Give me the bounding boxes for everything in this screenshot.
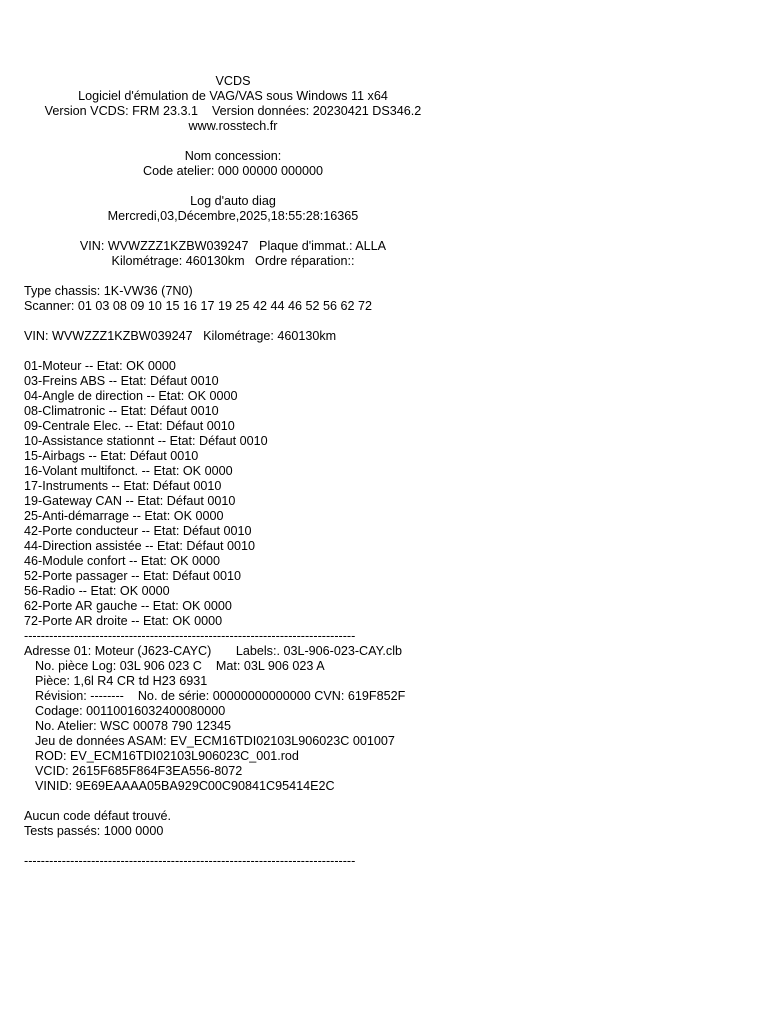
module-status: 72-Porte AR droite -- Etat: OK 0000 [24,614,223,628]
module-status: 44-Direction assistée -- Etat: Défaut 0010 [24,539,255,553]
chassis-type: Type chassis: 1K-VW36 (7N0) [24,284,193,298]
address-detail: Révision: -------- No. de série: 00000000000000 CVN: 619F852F [35,689,406,703]
module-status: 16-Volant multifonct. -- Etat: OK 0000 [24,464,233,478]
vin-plate: VIN: WVWZZZ1KZBW039247 Plaque d'immat.: ALLA [79,239,387,253]
module-status: 46-Module confort -- Etat: OK 0000 [24,554,221,568]
module-status-list [0,359,768,629]
diagnostic-log-document [0,74,768,869]
address-detail: ROD: EV_ECM16TDI02103L906023C_001.rod [35,749,299,763]
module-status: 25-Anti-démarrage -- Etat: OK 0000 [24,509,224,523]
module-status: 19-Gateway CAN -- Etat: Défaut 0010 [24,494,236,508]
version-line: Version VCDS: FRM 23.3.1 Version données: 20230421 DS346.2 [44,104,422,118]
tests-result: Tests passés: 1000 0000 [24,824,164,838]
app-name: VCDS [215,74,251,88]
separator-bottom: ------------------------------------------------------------------------------- [24,854,356,868]
module-status: 62-Porte AR gauche -- Etat: OK 0000 [24,599,232,613]
separator: ------------------------------------------------------------------------------- [24,629,356,643]
website: www.rosstech.fr [188,119,278,133]
log-title: Log d'auto diag [190,194,276,208]
module-status: 10-Assistance stationnt -- Etat: Défaut 0010 [24,434,268,448]
module-status: 56-Radio -- Etat: OK 0000 [24,584,170,598]
address-block [0,644,768,794]
module-status: 04-Angle de direction -- Etat: OK 0000 [24,389,238,403]
workshop-code: Code atelier: 000 00000 000000 [143,164,323,178]
address-detail: No. Atelier: WSC 00078 790 12345 [35,719,232,733]
log-datetime: Mercredi,03,Décembre,2025,18:55:28:16365 [107,209,359,223]
concession-label: Nom concession: [184,149,282,163]
mileage-order: Kilométrage: 460130km Ordre réparation:: [111,254,355,268]
address-detail: VINID: 9E69EAAAA05BA929C00C90841C95414E2C [35,779,335,793]
address-detail: VCID: 2615F685F864F3EA556-8072 [35,764,243,778]
address-detail: Pièce: 1,6l R4 CR td H23 6931 [35,674,208,688]
module-status: 03-Freins ABS -- Etat: Défaut 0010 [24,374,219,388]
module-status: 52-Porte passager -- Etat: Défaut 0010 [24,569,242,583]
module-status: 15-Airbags -- Etat: Défaut 0010 [24,449,199,463]
address-detail: No. pièce Log: 03L 906 023 C Mat: 03L 906 023 A [35,659,325,673]
scanner-list: Scanner: 01 03 08 09 10 15 16 17 19 25 42 44 46 52 56 62 72 [24,299,373,313]
module-status: 01-Moteur -- Etat: OK 0000 [24,359,176,373]
vin-mileage: VIN: WVWZZZ1KZBW039247 Kilométrage: 460130km [24,329,337,343]
address-header: Adresse 01: Moteur (J623-CAYC) Labels:. 03L-906-023-CAY.clb [24,644,402,658]
fault-result: Aucun code défaut trouvé. [24,809,172,823]
module-status: 17-Instruments -- Etat: Défaut 0010 [24,479,222,493]
address-detail: Jeu de données ASAM: EV_ECM16TDI02103L906023C 001007 [35,734,395,748]
module-status: 09-Centrale Elec. -- Etat: Défaut 0010 [24,419,235,433]
module-status: 42-Porte conducteur -- Etat: Défaut 0010 [24,524,252,538]
app-subtitle: Logiciel d'émulation de VAG/VAS sous Windows 11 x64 [78,89,388,103]
address-detail: Codage: 00110016032400080000 [35,704,226,718]
module-status: 08-Climatronic -- Etat: Défaut 0010 [24,404,219,418]
